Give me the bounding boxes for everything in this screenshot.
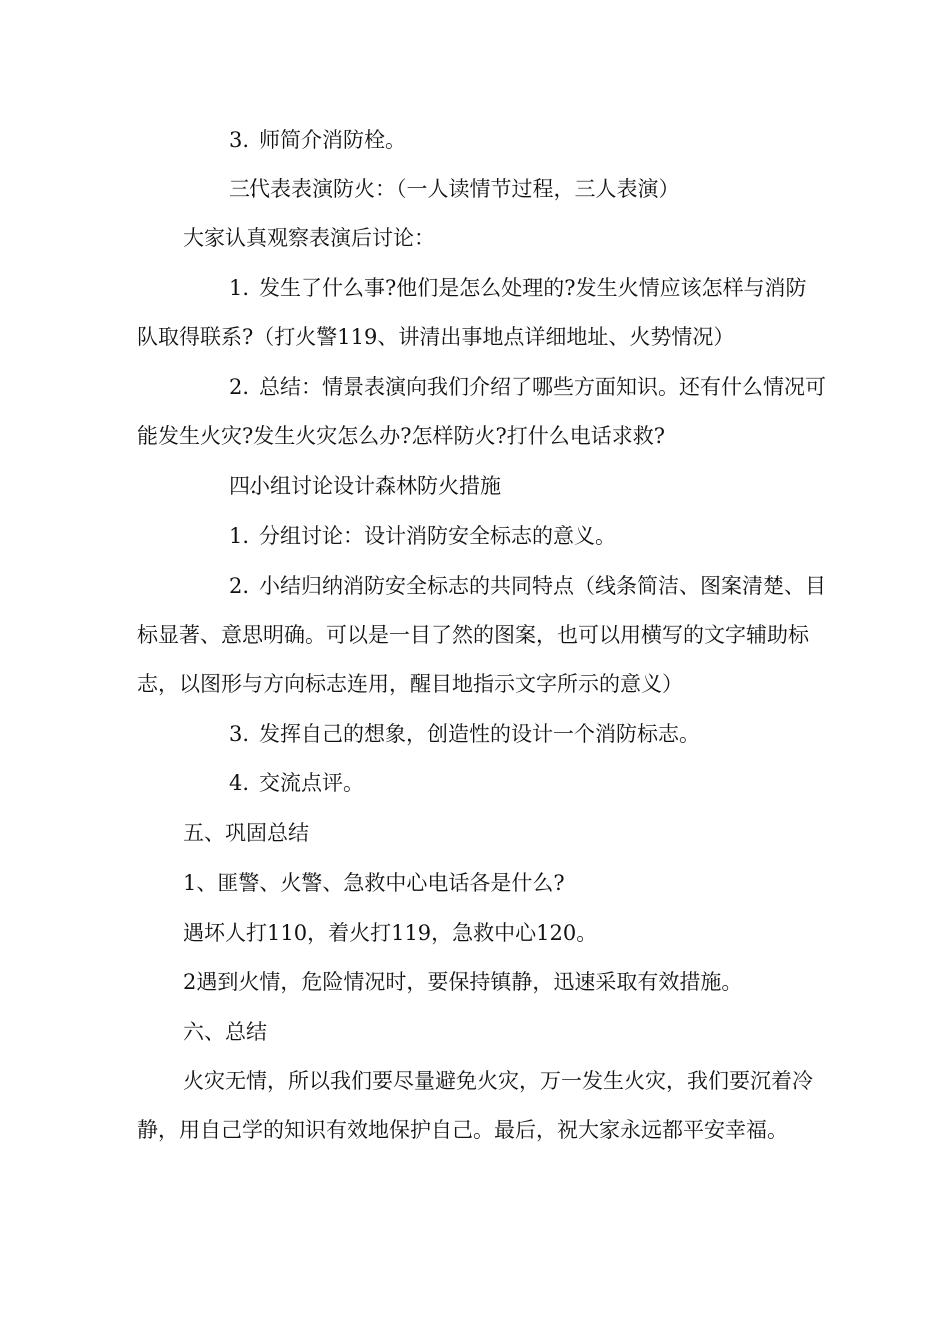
section-heading-4 — [137, 462, 827, 511]
item-number: 4. — [229, 771, 250, 795]
paragraph-16 — [137, 1057, 827, 1155]
paragraph-text: 小结归纳消防安全标志的共同特点（线条简洁、图案清楚、目标显著、意思明确。可以是一目了然的图案，也可以用横写的文字辅助标志，以图形与方向标志连用，醒目地指示文字所示的意义） — [137, 574, 827, 696]
section-title: 代表表演防火：（一人读情节过程，三人表演） — [249, 177, 680, 201]
section-title: 六、总结 — [183, 1020, 267, 1044]
section-heading-3 — [137, 165, 827, 214]
item-number: 1. — [229, 276, 250, 300]
paragraph-1 — [137, 116, 827, 165]
paragraph-9 — [137, 710, 827, 759]
section-heading-5 — [137, 809, 827, 858]
item-number: 2. — [229, 375, 250, 399]
paragraph-text: 1、匪警、火警、急救中心电话各是什么? — [183, 871, 565, 895]
section-number: 四. — [229, 474, 257, 498]
paragraph-text: 师简介消防栓。 — [259, 128, 407, 152]
paragraph-12 — [137, 859, 827, 908]
section-number: 三. — [229, 177, 257, 201]
item-number: 3. — [229, 722, 250, 746]
item-number: 3. — [229, 128, 250, 152]
paragraph-13 — [137, 909, 827, 958]
paragraph-text: 发挥自己的想象，创造性的设计一个消防标志。 — [259, 722, 701, 746]
paragraph-text: 遇坏人打110，着火打119，急救中心120。 — [183, 921, 598, 945]
paragraph-7 — [137, 512, 827, 561]
paragraph-text: 分组讨论：设计消防安全标志的意义。 — [259, 524, 617, 548]
paragraph-3 — [137, 214, 827, 263]
section-heading-6 — [137, 1008, 827, 1057]
paragraph-text: 交流点评。 — [259, 771, 365, 795]
paragraph-10 — [137, 759, 827, 808]
paragraph-text: 发生了什么事?他们是怎么处理的?发生火情应该怎样与消防队取得联系?（打火警119、讲清出事地点详细地址、火势情况） — [137, 276, 807, 349]
paragraph-text: 总结：情景表演向我们介绍了哪些方面知识。还有什么情况可能发生火灾?发生火灾怎么办?怎样防火?打什么电话求救? — [137, 375, 827, 448]
paragraph-4 — [137, 264, 827, 362]
section-title: 五、巩固总结 — [183, 821, 309, 845]
paragraph-5 — [137, 363, 827, 461]
paragraph-text: 2遇到火情，危险情况时，要保持镇静，迅速采取有效措施。 — [183, 970, 743, 994]
section-title: 小组讨论设计森林防火措施 — [249, 474, 501, 498]
item-number: 2. — [229, 574, 250, 598]
paragraph-8 — [137, 562, 827, 709]
paragraph-14 — [137, 958, 827, 1007]
item-number: 1. — [229, 524, 250, 548]
paragraph-text: 大家认真观察表演后讨论： — [183, 226, 435, 250]
paragraph-text: 火灾无情，所以我们要尽量避免火灾，万一发生火灾，我们要沉着冷静，用自己学的知识有效地保护自己。最后，祝大家永远都平安幸福。 — [137, 1069, 813, 1142]
